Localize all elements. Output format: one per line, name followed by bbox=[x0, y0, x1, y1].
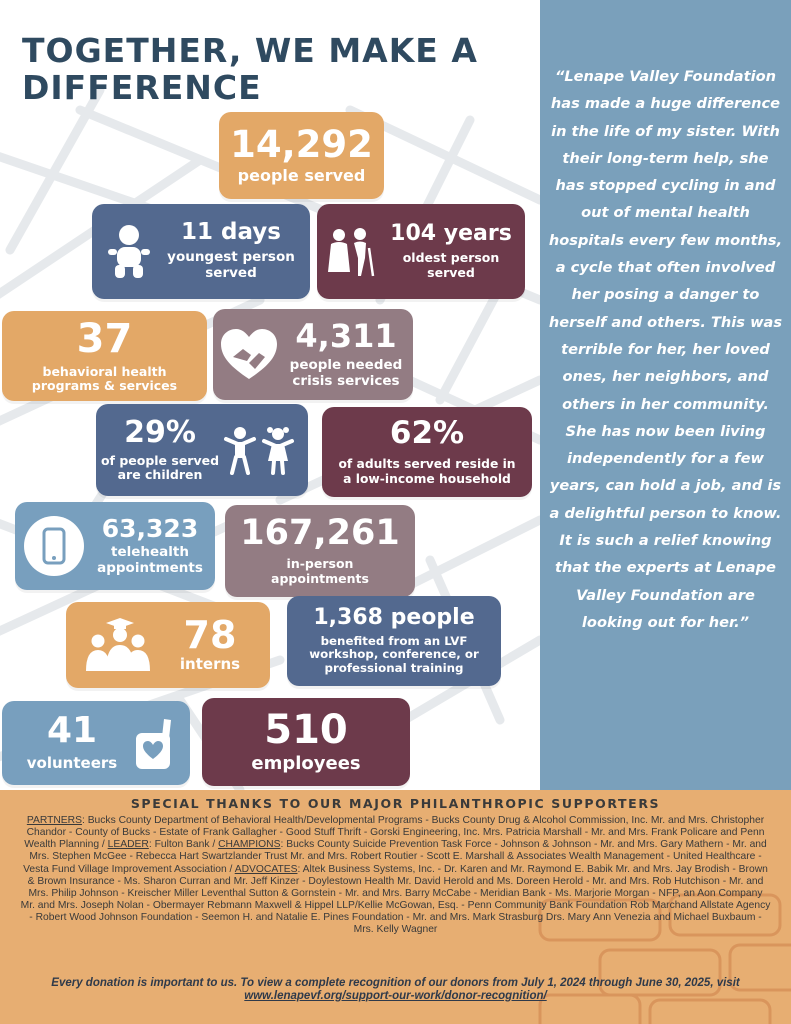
stat-value: 11 days bbox=[181, 219, 281, 246]
stat-value: 63,323 bbox=[101, 513, 199, 543]
stat-value: 4,311 bbox=[295, 316, 397, 355]
stat-value: 29% bbox=[124, 414, 196, 450]
children-icon bbox=[222, 425, 298, 475]
stat-value: 167,261 bbox=[240, 513, 400, 554]
stat-label: of people served are children bbox=[100, 452, 220, 482]
stat-card-crisis bbox=[213, 309, 413, 400]
leader-text: : Fulton Bank / bbox=[148, 839, 219, 851]
stat-label: people needed crisis services bbox=[289, 356, 403, 389]
donor-recognition-link[interactable]: www.lenapevf.org/support-our-work/donor-recognition/ bbox=[244, 989, 547, 1002]
baby-icon bbox=[106, 223, 152, 281]
stat-card-people-served bbox=[219, 112, 384, 199]
elderly-couple-icon bbox=[325, 226, 377, 278]
stat-card-volunteers bbox=[2, 701, 190, 785]
stat-value: 104 years bbox=[390, 221, 512, 247]
stat-card-in-person bbox=[225, 505, 415, 597]
stat-label: telehealth appointments bbox=[97, 543, 203, 576]
stat-label: youngest person served bbox=[167, 249, 295, 281]
stat-card-employees bbox=[202, 698, 410, 786]
stat-value: 78 bbox=[183, 613, 237, 658]
stat-card-low-income bbox=[322, 407, 532, 497]
advocates-text: : Altek Business Systems, Inc. - Dr. Karen and Mr. Raymond E. Babik Mr. and Mrs. Jay Brodish - Brown & Brown Insurance - Ms. Sharon Curran and Mr. Jeff Kinzer - Doylestown Health Mr. David Herold and Ms. Doreen Herold - Mr. and Mrs. Rob Hutchison - Mr. and Mrs. Philip Johnson - Kreischer Miller Leventhal Sutton & Gornstein - Mr. and Mrs. Barry McCabe - Meridian Bank - Ms. Marjorie Morgan - NFP, an Aon Company Mr. and Mrs. Joseph Nolan - Obermayer Rebmann Maxwell & Hippel LLP/Kellie McGowan, Esq. - Penn Community Bank Foundation Rob Marchand Allstate Agency - Robert Wood Johnson Foundation - Seemon H. and Natalie E. Pines Foundation - Mr. and Mrs. Mark Strasburg Drs. Mary Ann Venezia and Michael Buxbaum - Mrs. Kelly Wagner bbox=[20, 863, 771, 936]
advocates-label: ADVOCATES bbox=[234, 863, 298, 875]
donation-note bbox=[20, 977, 771, 1002]
leader-label: LEADER bbox=[107, 839, 149, 851]
testimonial-quote: “Lenape Valley Foundation has made a huge difference in the life of my sister. With their long-term help, she has stopped cycling in and out of mental health hospitals every few months, a cycle that often involved her posing a danger to herself and others. This was terrible for her, her loved ones, her neighbors, and others in her community. She has now been living independently for a few years, can hold a job, and is a delightful person to know. It is such a relief knowing that the experts at Lenape Valley Foundation are looking out for her.” bbox=[548, 68, 783, 631]
stat-value: 41 bbox=[46, 710, 98, 752]
raised-hand-heart-icon bbox=[134, 715, 174, 771]
stat-label: oldest person served bbox=[402, 250, 500, 280]
donation-note-text: Every donation is important to us. To view a complete recognition of our donors from July 1, 2024 through June 30, 2025, visit bbox=[51, 977, 740, 989]
stat-value: 62% bbox=[389, 415, 465, 452]
stat-value: 510 bbox=[264, 706, 348, 753]
stat-label: benefited from an LVF workshop, conference, or professional training bbox=[309, 633, 479, 675]
stat-label: volunteers bbox=[26, 754, 118, 773]
stat-value: 1,368 people bbox=[313, 604, 475, 630]
stat-card-workshop bbox=[287, 596, 501, 686]
page-title: TOGETHER, WE MAKE A DIFFERENCE bbox=[22, 31, 478, 107]
stat-card-programs bbox=[2, 311, 207, 401]
partners-label: PARTNERS bbox=[26, 815, 82, 826]
champions-text: : Bucks County Suicide Prevention Task Force - Johnson & Johnson - Mr. and Mrs. Gary Mathern - Mr. and Mrs. Stephen McGee - Rebecca Hart Swartzlander Trust Mr. and Mrs. Robert Routier - Scott E. Marshall & Associates Wealth Management - United Healthcare - Vesta Fund Village Improvement Association / bbox=[23, 839, 767, 875]
stat-card-telehealth bbox=[15, 502, 215, 590]
stat-card-interns bbox=[66, 602, 270, 688]
stat-value: 14,292 bbox=[230, 122, 373, 166]
phone-icon bbox=[23, 515, 85, 577]
supporters-list bbox=[20, 815, 771, 937]
graduates-icon bbox=[84, 617, 150, 673]
stat-value: 37 bbox=[76, 315, 133, 362]
partners-text: : Bucks County Department of Behavioral Health/Developmental Programs - Bucks County Drug & Alcohol Commission, Inc. Mr. and Mrs. Christopher Chandor - County of Bucks - Estate of Frank Gallagher - Good Stuff Thrift - Gorski Engineering, Inc. Mrs. Patricia Marshall - Mr. and Mrs. Frank Policare and Penn Wealth Planning / bbox=[24, 815, 765, 851]
supporters-heading: SPECIAL THANKS TO OUR MAJOR PHILANTHROPIC SUPPORTERS bbox=[130, 796, 661, 811]
stat-label: employees bbox=[251, 752, 361, 774]
stat-card-youngest bbox=[92, 204, 310, 299]
stat-label: in-person appointments bbox=[271, 556, 369, 586]
champions-label: CHAMPIONS bbox=[218, 839, 281, 851]
stat-card-children bbox=[96, 404, 308, 496]
stat-card-oldest bbox=[317, 204, 525, 299]
stat-label: interns bbox=[179, 655, 241, 674]
stat-label: behavioral health programs & services bbox=[31, 363, 178, 393]
stat-label: people served bbox=[237, 165, 366, 185]
stat-label: of adults served reside in a low-income household bbox=[338, 457, 516, 486]
heart-hands-icon bbox=[219, 327, 279, 383]
